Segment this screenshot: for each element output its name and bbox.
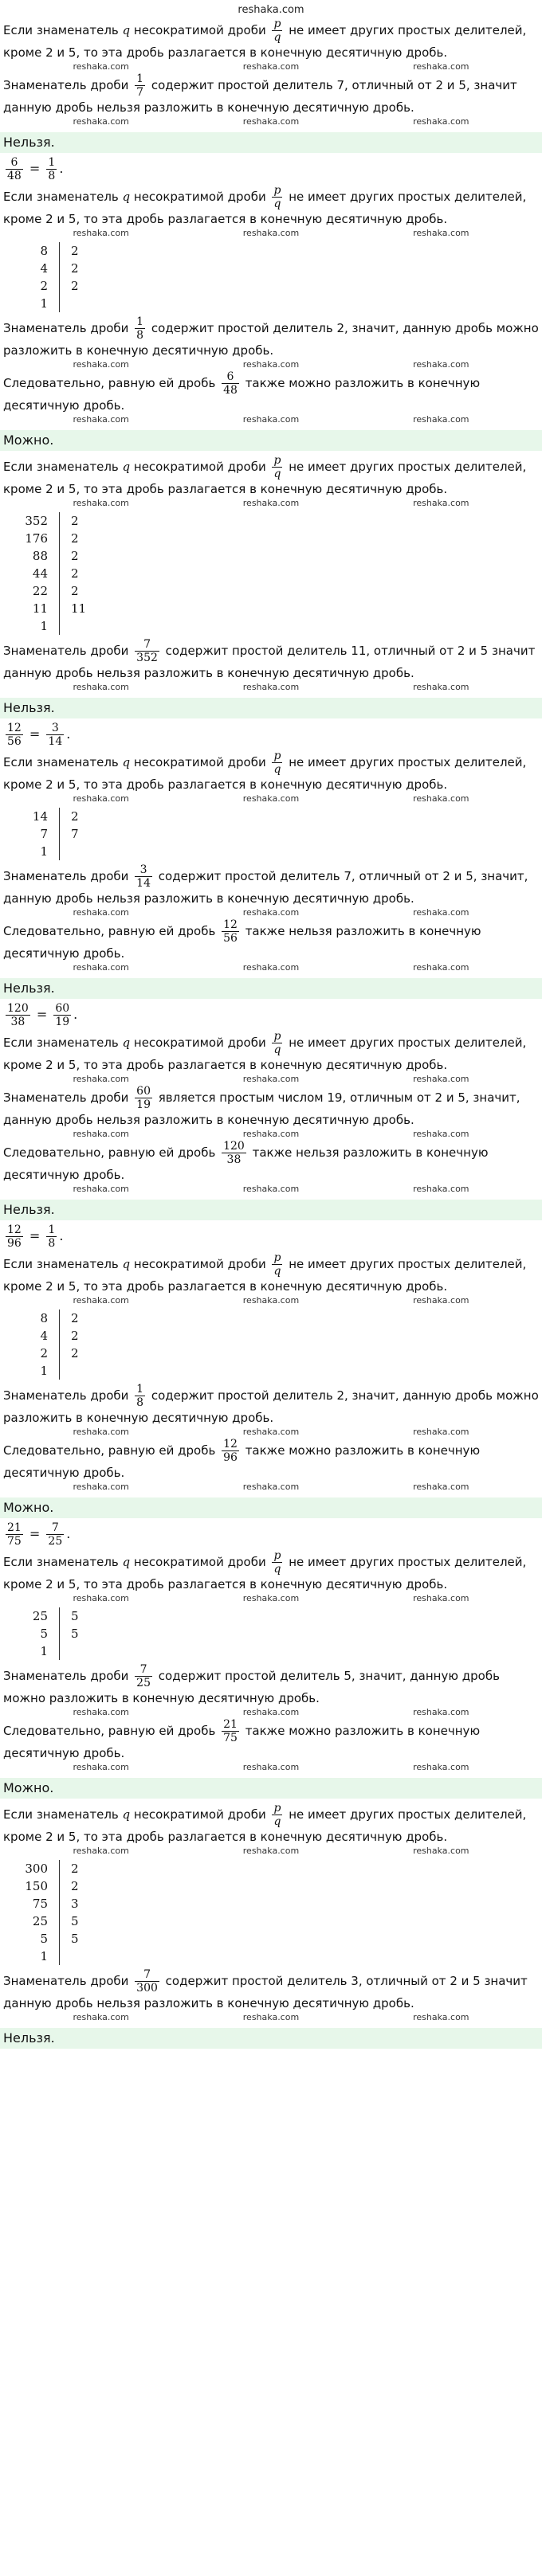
solution-content: [0, 18, 542, 2049]
prime-factorization: [0, 805, 542, 863]
watermark: reshaka.com: [73, 1707, 129, 1717]
answer-verdict: Нельзя.: [0, 1200, 542, 1220]
watermark: reshaka.com: [73, 1482, 129, 1492]
answer-verdict: Нельзя.: [0, 132, 542, 153]
watermark: reshaka.com: [73, 1593, 129, 1603]
factorization-divisors: 2 2 3 5 5: [71, 1862, 79, 1946]
answer-verdict: Можно.: [0, 430, 542, 451]
factorization-dividends: 352 176 88 44 22 11 1: [19, 512, 60, 635]
watermark: reshaka.com: [413, 682, 469, 692]
watermark: reshaka.com: [73, 1846, 129, 1856]
watermark: reshaka.com: [73, 498, 129, 508]
watermark: reshaka.com: [413, 414, 469, 425]
paragraph: Знаменатель дроби $\frac{7}{25}$ содержит простой делитель 5, значит, данную дробь можно разложить в конечную десятичную дробь.: [3, 1663, 500, 1705]
watermark: reshaka.com: [242, 962, 300, 973]
paragraph: Следовательно, равную ей дробь $\frac{12}{56}$ также нельзя разложить в конечную десятичную дробь.: [3, 918, 481, 961]
paragraph: Знаменатель дроби $\frac{1}{8}$ содержит простой делитель 2, значит, данную дробь можно разложить в конечную десятичную дробь.: [3, 1383, 539, 1425]
watermark-row: [0, 1129, 542, 1140]
fraction: $\frac{12}{96}$: [223, 1438, 238, 1464]
factorization-divisors: 2 7: [71, 809, 79, 841]
watermark: reshaka.com: [242, 907, 300, 918]
paragraph: Знаменатель дроби $\frac{1}{7}$ содержит простой делитель 7, отличный от 2 и 5, значит данную дробь нельзя разложить в конечную десятичную дробь.: [3, 72, 517, 115]
prime-factorization: [0, 1604, 542, 1663]
paragraph: Если знаменатель q несократимой дроби $\frac{p}{q}$ не имеет других простых делителей, кроме 2 и 5, то эта дробь разлагается в конечную десятичную дробь.: [3, 18, 527, 60]
watermark: reshaka.com: [413, 1184, 469, 1194]
watermark: reshaka.com: [242, 682, 300, 692]
factorization-dividends: 8 4 2 1: [19, 1310, 60, 1380]
watermark: reshaka.com: [73, 414, 129, 425]
fraction: $\frac{12}{96}$: [7, 1223, 22, 1250]
fraction-reduction: $\frac{12}{96}$ = $\frac{1}{8}$ .: [7, 1223, 64, 1250]
watermark-row: [0, 228, 542, 239]
answer-verdict: Можно.: [0, 1778, 542, 1799]
watermark: reshaka.com: [413, 61, 469, 72]
fraction: $\frac{p}{q}$: [273, 1251, 281, 1278]
fraction: $\frac{1}{8}$: [136, 1383, 144, 1409]
fraction: $\frac{7}{352}$: [136, 638, 158, 664]
watermark: reshaka.com: [242, 1707, 300, 1717]
fraction: $\frac{p}{q}$: [273, 184, 281, 210]
watermark: reshaka.com: [413, 1427, 469, 1437]
factorization-dividends: 14 7 1: [19, 808, 60, 860]
paragraph: Если знаменатель q несократимой дроби $\frac{p}{q}$ не имеет других простых делителей, кроме 2 и 5, то эта дробь разлагается в конечную десятичную дробь.: [3, 1549, 527, 1591]
watermark: reshaka.com: [413, 962, 469, 973]
answer-verdict: Нельзя.: [0, 978, 542, 999]
watermark: reshaka.com: [242, 1593, 300, 1603]
fraction: $\frac{p}{q}$: [273, 750, 281, 776]
paragraph: Следовательно, равную ей дробь $\frac{6}{48}$ также можно разложить в конечную десятичную дробь.: [3, 370, 481, 413]
watermark-row: [0, 1762, 542, 1773]
watermark: reshaka.com: [73, 962, 129, 973]
fraction: $\frac{3}{14}$: [136, 863, 151, 890]
watermark: reshaka.com: [242, 1427, 300, 1437]
watermark: reshaka.com: [242, 414, 300, 425]
fraction: $\frac{7}{25}$: [136, 1663, 151, 1689]
watermark-row: [0, 61, 542, 72]
prime-factorization: [0, 1306, 542, 1383]
watermark: reshaka.com: [413, 2012, 469, 2022]
paragraph: Знаменатель дроби $\frac{60}{19}$ является простым числом 19, отличным от 2 и 5, значит, данную дробь нельзя разложить в конечную десятичную дробь.: [3, 1085, 520, 1127]
watermark-row: [0, 498, 542, 509]
fraction: $\frac{7}{25}$: [48, 1521, 63, 1548]
fraction: $\frac{6}{48}$: [7, 156, 22, 182]
paragraph: Знаменатель дроби $\frac{7}{352}$ содержит простой делитель 11, отличный от 2 и 5 значит данную дробь нельзя разложить в конечную десятичную дробь.: [3, 638, 536, 680]
factorization-dividends: 25 5 1: [19, 1607, 60, 1660]
watermark: reshaka.com: [73, 359, 129, 370]
watermark: reshaka.com: [73, 1184, 129, 1194]
fraction: $\frac{p}{q}$: [273, 1030, 281, 1056]
fraction: $\frac{1}{8}$: [48, 156, 56, 182]
fraction: $\frac{6}{48}$: [223, 370, 238, 397]
watermark: reshaka.com: [413, 498, 469, 508]
watermark-row: [0, 2012, 542, 2023]
watermark: reshaka.com: [242, 359, 300, 370]
fraction: $\frac{21}{75}$: [223, 1718, 238, 1744]
watermark-row: [0, 793, 542, 805]
fraction: $\frac{120}{38}$: [223, 1140, 245, 1166]
paragraph: Если знаменатель q несократимой дроби $\frac{p}{q}$ не имеет других простых делителей, кроме 2 и 5, то эта дробь разлагается в конечную десятичную дробь.: [3, 184, 527, 226]
fraction: $\frac{p}{q}$: [273, 18, 281, 44]
watermark: reshaka.com: [73, 1427, 129, 1437]
watermark-row: [0, 1593, 542, 1604]
answer-verdict: Нельзя.: [0, 698, 542, 718]
paragraph: Если знаменатель q несократимой дроби $\frac{p}{q}$ не имеет других простых делителей, кроме 2 и 5, то эта дробь разлагается в конечную десятичную дробь.: [3, 750, 527, 792]
watermark: reshaka.com: [413, 1846, 469, 1856]
watermark-row: [0, 962, 542, 973]
watermark-row: [0, 1074, 542, 1085]
watermark: reshaka.com: [73, 1074, 129, 1084]
fraction: $\frac{21}{75}$: [7, 1521, 22, 1548]
prime-factorization: [0, 1857, 542, 1968]
watermark: reshaka.com: [242, 228, 300, 238]
watermark-row: [0, 116, 542, 127]
prime-factorization: [0, 509, 542, 638]
fraction: $\frac{1}{7}$: [136, 72, 144, 99]
fraction-reduction: $\frac{120}{38}$ = $\frac{60}{19}$ .: [7, 1002, 78, 1028]
watermark: reshaka.com: [242, 2012, 300, 2022]
paragraph: Следовательно, равную ей дробь $\frac{12}{96}$ также можно разложить в конечную десятичную дробь.: [3, 1438, 481, 1480]
watermark: reshaka.com: [73, 116, 129, 127]
watermark: reshaka.com: [242, 1295, 300, 1306]
watermark: reshaka.com: [413, 907, 469, 918]
paragraph: Если знаменатель q несократимой дроби $\frac{p}{q}$ не имеет других простых делителей, кроме 2 и 5, то эта дробь разлагается в конечную десятичную дробь.: [3, 1802, 527, 1844]
watermark-row: [0, 414, 542, 425]
watermark: reshaka.com: [73, 1295, 129, 1306]
factorization-divisors: 2 2 2: [71, 244, 79, 293]
watermark: reshaka.com: [413, 116, 469, 127]
fraction: $\frac{7}{300}$: [136, 1968, 158, 1995]
watermark: reshaka.com: [413, 1707, 469, 1717]
fraction: $\frac{1}{8}$: [48, 1223, 56, 1250]
paragraph: Следовательно, равную ей дробь $\frac{21}{75}$ также можно разложить в конечную десятичную дробь.: [3, 1718, 481, 1760]
watermark-row: [0, 1184, 542, 1195]
factorization-divisors: 5 5: [71, 1609, 79, 1641]
fraction-reduction: $\frac{6}{48}$ = $\frac{1}{8}$ .: [7, 156, 64, 182]
watermark: reshaka.com: [242, 61, 300, 72]
paragraph: Если знаменатель q несократимой дроби $\frac{p}{q}$ не имеет других простых делителей, кроме 2 и 5, то эта дробь разлагается в конечную десятичную дробь.: [3, 454, 527, 496]
watermark: reshaka.com: [73, 907, 129, 918]
watermark: reshaka.com: [242, 1482, 300, 1492]
watermark: reshaka.com: [242, 1074, 300, 1084]
fraction: $\frac{120}{38}$: [7, 1002, 29, 1028]
answer-verdict: Нельзя.: [0, 2028, 542, 2049]
paragraph: Знаменатель дроби $\frac{1}{8}$ содержит простой делитель 2, значит, данную дробь можно разложить в конечную десятичную дробь.: [3, 315, 539, 358]
watermark-row: [0, 1427, 542, 1438]
fraction: $\frac{p}{q}$: [273, 1549, 281, 1576]
watermark: reshaka.com: [413, 1074, 469, 1084]
watermark-row: [0, 1482, 542, 1493]
watermark: reshaka.com: [73, 1762, 129, 1772]
fraction: $\frac{12}{56}$: [7, 722, 22, 748]
watermark: reshaka.com: [413, 359, 469, 370]
answer-verdict: Можно.: [0, 1497, 542, 1518]
paragraph: Если знаменатель q несократимой дроби $\frac{p}{q}$ не имеет других простых делителей, кроме 2 и 5, то эта дробь разлагается в конечную десятичную дробь.: [3, 1030, 527, 1072]
paragraph: Знаменатель дроби $\frac{3}{14}$ содержит простой делитель 7, отличный от 2 и 5, значит, данную дробь нельзя разложить в конечную десятичную дробь.: [3, 863, 528, 906]
site-header[interactable]: reshaka.com: [238, 4, 304, 16]
watermark: reshaka.com: [73, 682, 129, 692]
watermark-row: [0, 1846, 542, 1857]
factorization-dividends: 8 4 2 1: [19, 242, 60, 312]
fraction-reduction: $\frac{12}{56}$ = $\frac{3}{14}$ .: [7, 722, 71, 748]
factorization-divisors: 2 2 2 2 2 11: [71, 514, 87, 616]
watermark-row: [0, 359, 542, 370]
watermark: reshaka.com: [73, 61, 129, 72]
prime-factorization: [0, 239, 542, 315]
fraction: $\frac{p}{q}$: [273, 1802, 281, 1828]
watermark: reshaka.com: [242, 1184, 300, 1194]
watermark: reshaka.com: [73, 793, 129, 804]
fraction: $\frac{1}{8}$: [136, 315, 144, 342]
watermark-row: [0, 1295, 542, 1306]
fraction: $\frac{60}{19}$: [55, 1002, 70, 1028]
factorization-dividends: 300 150 75 25 5 1: [19, 1860, 60, 1965]
watermark: reshaka.com: [242, 116, 300, 127]
watermark: reshaka.com: [413, 1762, 469, 1772]
watermark-row: [0, 907, 542, 918]
fraction: $\frac{p}{q}$: [273, 454, 281, 480]
watermark: reshaka.com: [242, 1762, 300, 1772]
watermark: reshaka.com: [73, 2012, 129, 2022]
watermark: reshaka.com: [73, 228, 129, 238]
watermark-row: [0, 682, 542, 693]
watermark-row: [0, 1707, 542, 1718]
watermark: reshaka.com: [242, 793, 300, 804]
watermark: reshaka.com: [413, 1482, 469, 1492]
watermark: reshaka.com: [242, 1846, 300, 1856]
factorization-divisors: 2 2 2: [71, 1311, 79, 1360]
fraction: $\frac{3}{14}$: [48, 722, 63, 748]
watermark: reshaka.com: [73, 1129, 129, 1139]
paragraph: Знаменатель дроби $\frac{7}{300}$ содержит простой делитель 3, отличный от 2 и 5 значит данную дробь нельзя разложить в конечную десятичную дробь.: [3, 1968, 528, 2010]
paragraph: Следовательно, равную ей дробь $\frac{120}{38}$ также нельзя разложить в конечную десятичную дробь.: [3, 1140, 489, 1182]
paragraph: Если знаменатель q несократимой дроби $\frac{p}{q}$ не имеет других простых делителей, кроме 2 и 5, то эта дробь разлагается в конечную десятичную дробь.: [3, 1251, 527, 1294]
watermark: reshaka.com: [413, 228, 469, 238]
fraction-reduction: $\frac{21}{75}$ = $\frac{7}{25}$ .: [7, 1521, 71, 1548]
watermark: reshaka.com: [413, 793, 469, 804]
watermark: reshaka.com: [413, 1295, 469, 1306]
fraction: $\frac{60}{19}$: [136, 1085, 151, 1111]
fraction: $\frac{12}{56}$: [223, 918, 238, 945]
watermark: reshaka.com: [242, 498, 300, 508]
watermark: reshaka.com: [413, 1593, 469, 1603]
watermark: reshaka.com: [413, 1129, 469, 1139]
watermark: reshaka.com: [242, 1129, 300, 1139]
